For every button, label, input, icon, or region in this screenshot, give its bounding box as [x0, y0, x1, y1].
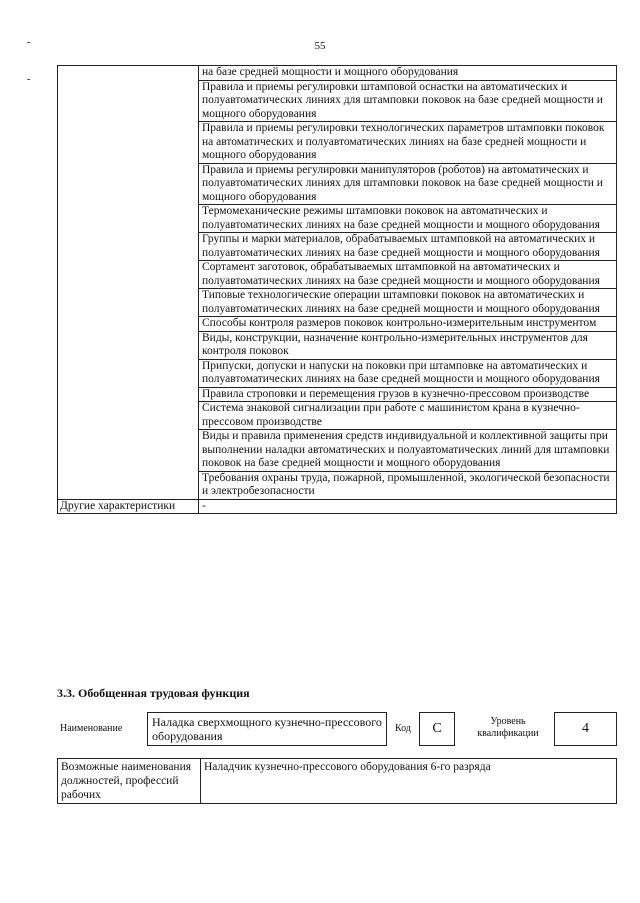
generalized-function-row: [57, 712, 617, 748]
knowledge-requirements-table: [57, 65, 617, 514]
code-label: Код: [395, 723, 411, 734]
page-number: 55: [314, 40, 326, 52]
requirement-item: Термомеханические режимы штамповки поковок на автоматических и полуавтоматических линиях на базе средней мощности и мощного оборудования: [199, 205, 617, 233]
positions-label: Возможные наименования должностей, профессий рабочих: [58, 759, 201, 804]
requirement-item: Типовые технологические операции штамповки поковок на автоматических и полуавтоматических линиях на базе средней мощности и мощного оборудования: [199, 289, 617, 317]
margin-speck: -: [27, 74, 31, 85]
code-field: С: [419, 712, 455, 746]
positions-table: [57, 758, 617, 804]
qualification-level-label: Уровень квалификации: [477, 716, 539, 739]
requirement-item: на базе средней мощности и мощного оборудования: [199, 66, 617, 81]
requirements-label-cell: [58, 66, 199, 500]
requirement-item: Припуски, допуски и напуски на поковки при штамповке на автоматических и полуавтоматических линиях на базе средней мощности и мощного оборудования: [199, 359, 617, 387]
margin-speck: -: [27, 37, 31, 48]
name-label: Наименование: [60, 723, 123, 734]
requirement-item: Способы контроля размеров поковок контрольно-измерительным инструментом: [199, 317, 617, 332]
other-characteristics-value: -: [199, 499, 617, 514]
requirement-item: Правила и приемы регулировки штамповой оснастки на автоматических и полуавтоматических линиях для штамповки поковок на базе средней мощности и мощного оборудования: [199, 80, 617, 122]
positions-value: Наладчик кузнечно-прессового оборудования 6-го разряда: [201, 759, 617, 804]
qualification-level-field: 4: [554, 712, 617, 746]
requirement-item: Система знаковой сигнализации при работе с машинистом крана в кузнечно-прессовом производстве: [199, 402, 617, 430]
section-title: 3.3. Обобщенная трудовая функция: [57, 686, 250, 700]
requirement-item: Требования охраны труда, пожарной, промышленной, экологической безопасности и электробезопасности: [199, 471, 617, 499]
function-name-field: Наладка сверхмощного кузнечно-прессового оборудования: [147, 712, 387, 746]
requirement-item: Виды, конструкции, назначение контрольно-измерительных инструментов для контроля поковок: [199, 331, 617, 359]
requirement-item: Правила строповки и перемещения грузов в кузнечно-прессовом производстве: [199, 387, 617, 402]
requirement-item: Сортамент заготовок, обрабатываемых штамповкой на автоматических и полуавтоматических линиях на базе средней мощности и мощного оборудования: [199, 261, 617, 289]
requirement-item: Правила и приемы регулировки технологических параметров штамповки поковок на автоматических и полуавтоматических линиях на базе средней мощности и мощного оборудования: [199, 122, 617, 164]
requirement-item: Виды и правила применения средств индивидуальной и коллективной защиты при выполнении наладки автоматических и полуавтоматических линий для штамповки поковок на базе средней мощности и мощного оборудования: [199, 430, 617, 472]
other-characteristics-label: Другие характеристики: [58, 499, 199, 514]
requirement-item: Правила и приемы регулировки манипуляторов (роботов) на автоматических и полуавтоматических линиях для штамповки поковок на базе средней мощности и мощного оборудования: [199, 163, 617, 205]
requirement-item: Группы и марки материалов, обрабатываемых штамповкой на автоматических и полуавтоматических линиях на базе средней мощности и мощного оборудования: [199, 233, 617, 261]
